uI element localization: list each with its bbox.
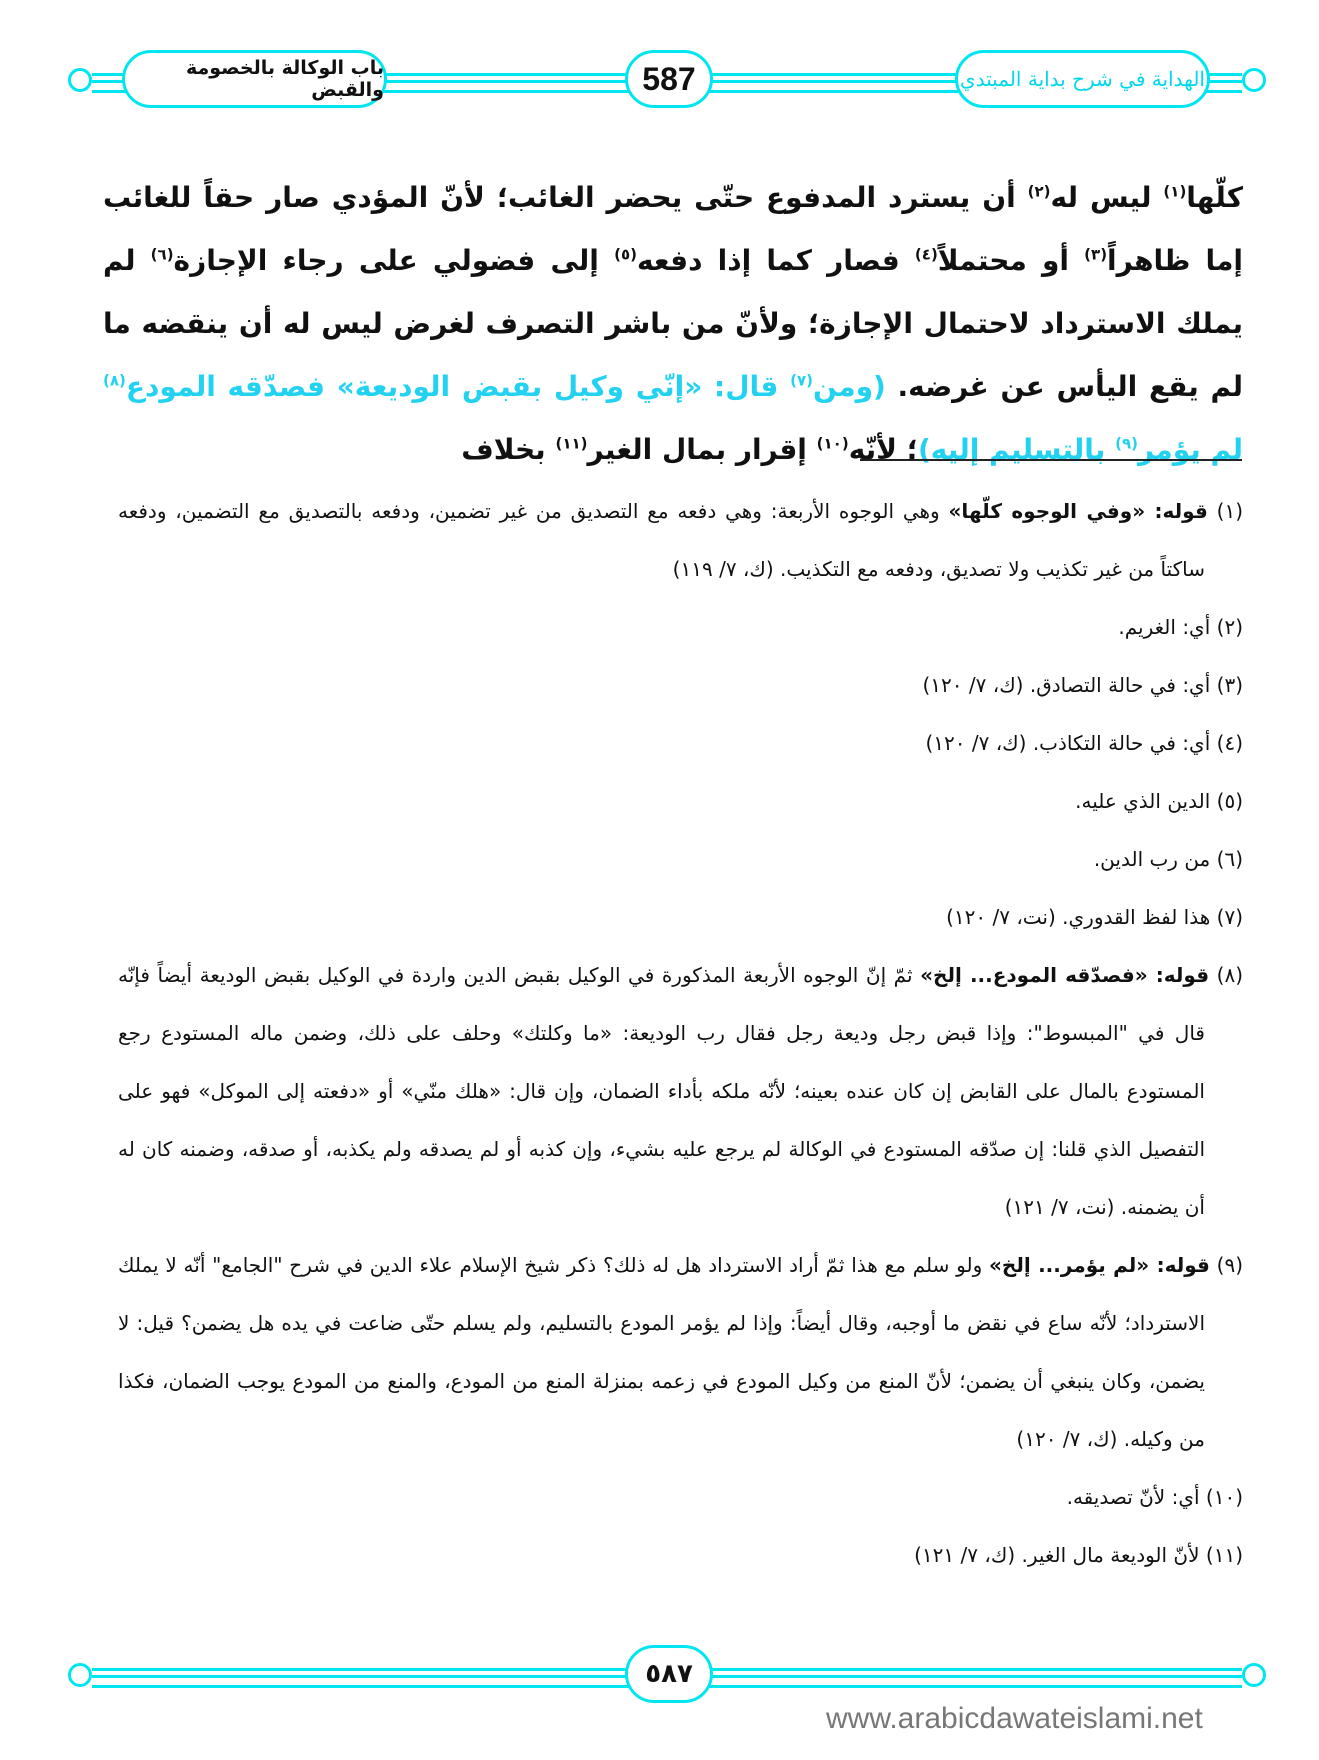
footnote-ref[interactable]: (١٠)	[816, 434, 849, 453]
main-text	[103, 166, 1243, 481]
footnote-text: أي: في حالة التكاذب. (ك، ٧/ ١٢٠)	[925, 731, 1211, 755]
footnote-number: (٧)	[1216, 905, 1243, 929]
book-title: الهداية في شرح بداية المبتدي	[955, 50, 1210, 108]
text-segment: أن يسترد المدفوع حتّى يحضر الغائب؛ لأنّ المؤدي صار حقاً للغائب إما ظاهراً	[103, 181, 1244, 277]
text-segment: كلّها	[1186, 181, 1244, 214]
page-footer	[62, 1645, 1272, 1705]
ornament-endcap-icon	[68, 68, 92, 92]
footnote-number: (٥)	[1216, 789, 1243, 813]
footnote-ref[interactable]: (٩)	[1115, 434, 1138, 453]
footnote	[118, 656, 1243, 714]
footnotes	[118, 482, 1243, 1584]
footnote-text: ولو سلم مع هذا ثمّ أراد الاسترداد هل له ذلك؟ ذكر شيخ الإسلام علاء الدين في شرح "الجامع" أنّه لا يملك الاسترداد؛ لأنّه ساع في نقض ما أوجبه، وقال أيضاً: وإذا لم يؤمر المودع بالتسليم، ولم يسلم حتّى ضاعت في يده هل يضمن؟ قيل: لا يضمن، وكان ينبغي أن يضمن؛ لأنّ المنع من وكيل المودع في زعمه بمنزلة المنع من المودع، والمنع من المودع يوجب الضمان، فكذا من وكيله. (ك، ٧/ ١٢٠)	[118, 1253, 1205, 1451]
text-segment: لم يملك الاسترداد لاحتمال الإجازة؛ ولأنّ من باشر التصرف لغرض ليس له أن ينقضه ما لم يقع اليأس عن غرضه.	[103, 244, 1243, 403]
text-segment: (ومن	[813, 370, 886, 403]
footnote-text: أي: الغريم.	[1118, 615, 1211, 639]
footnote-ref[interactable]: (٣)	[1084, 245, 1108, 264]
text-segment: ؛ لأنّه	[848, 433, 918, 466]
text-segment: إلى فضولي على رجاء الإجازة	[173, 244, 615, 277]
footnote	[118, 946, 1243, 1236]
footnote-ref[interactable]: (٦)	[150, 245, 174, 264]
footnote-quote: قوله: «لم يؤمر... إلخ»	[989, 1253, 1210, 1277]
footnote-ref[interactable]: (٢)	[1027, 182, 1051, 201]
footnote	[118, 1526, 1243, 1584]
footnote	[118, 1468, 1243, 1526]
text-segment: أو محتملاً	[937, 244, 1085, 277]
page-header	[62, 50, 1272, 110]
footnote-number: (١١)	[1205, 1543, 1243, 1567]
footnote-separator	[860, 459, 1242, 461]
text-segment: لم يؤمر	[1137, 433, 1243, 466]
footnote-number: (١٠)	[1205, 1485, 1243, 1509]
footnote-ref[interactable]: (١)	[1163, 182, 1187, 201]
text-segment: ليس له	[1050, 181, 1164, 214]
footnote	[118, 482, 1243, 598]
ornament-endcap-icon	[68, 1663, 92, 1687]
footnote-text: الدين الذي عليه.	[1075, 789, 1211, 813]
footnote	[118, 772, 1243, 830]
footnote-ref[interactable]: (٥)	[614, 245, 637, 264]
chapter-title: باب الوكالة بالخصومة والقبض	[122, 50, 387, 108]
footnote-ref[interactable]: (٤)	[914, 245, 938, 264]
footnote	[118, 830, 1243, 888]
footnote-number: (١)	[1216, 499, 1243, 523]
footnote-text: من رب الدين.	[1093, 847, 1211, 871]
footnote-number: (٦)	[1216, 847, 1243, 871]
page-number: 587	[625, 50, 713, 108]
ornament-endcap-icon	[1242, 1663, 1266, 1687]
footnote-number: (٤)	[1216, 731, 1243, 755]
text-segment: إقرار بمال الغير	[587, 433, 817, 466]
footnote-ref[interactable]: (٨)	[103, 371, 126, 390]
footnote-ref[interactable]: (٧)	[790, 371, 814, 390]
footnote	[118, 714, 1243, 772]
footnote-text: ثمّ إنّ الوجوه الأربعة المذكورة في الوكيل بقبض الدين واردة في الوكيل بقبض الوديعة أيضاً فإنّه قال في "المبسوط": وإذا قبض رجل وديعة رجل فقال رب الوديعة: «ما وكلتك» وحلف على ذلك، وضمن ماله المستودع رجع المستودع بالمال على القابض إن كان عنده بعينه؛ لأنّه ملكه بأداء الضمان، وإن قال: «هلك منّي» أو «دفعته إلى الموكل» فهو على التفصيل الذي قلنا: إن صدّقه المستودع في الوكالة لم يرجع عليه بشيء، وإن كذبه أو لم يصدقه ولم يكذبه، أو صدقه، وضمنه كان له أن يضمنه. (نت، ٧/ ١٢١)	[118, 963, 1205, 1219]
footnote-number: (٨)	[1216, 963, 1244, 987]
footnote-text: أي: في حالة التصادق. (ك، ٧/ ١٢٠)	[922, 673, 1211, 697]
footnote-text: لأنّ الوديعة مال الغير. (ك، ٧/ ١٢١)	[914, 1543, 1200, 1567]
text-segment: قال: «إنّي وكيل بقبض الوديعة» فصدّقه المودع	[125, 370, 791, 403]
footnote-number: (٣)	[1216, 673, 1243, 697]
footer-page-number: ٥٨٧	[625, 1645, 713, 1703]
footnote-text: هذا لفظ القدوري. (نت، ٧/ ١٢٠)	[946, 905, 1211, 929]
footnote-number: (٢)	[1216, 615, 1243, 639]
footnote-quote: قوله: «فصدّقه المودع... إلخ»	[920, 963, 1210, 987]
footnote-text: أي: لأنّ تصديقه.	[1066, 1485, 1200, 1509]
footnote	[118, 888, 1243, 946]
ornament-endcap-icon	[1242, 68, 1266, 92]
footnote-text: وهي الوجوه الأربعة: وهي دفعه مع التصديق من غير تضمين، ودفعه بالتصديق مع التضمين، ودفعه ساكتاً من غير تكذيب ولا تصديق، ودفعه مع التكذيب. (ك، ٧/ ١١٩)	[118, 499, 1205, 581]
footnote-ref[interactable]: (١١)	[555, 434, 588, 453]
text-segment: بخلاف	[461, 433, 556, 466]
footnote	[118, 1236, 1243, 1468]
footnote-number: (٩)	[1216, 1253, 1244, 1277]
website-url: www.arabicdawateislami.net	[826, 1702, 1203, 1735]
footnote-quote: قوله: «وفي الوجوه كلّها»	[948, 499, 1208, 523]
text-segment: فصار كما إذا دفعه	[636, 244, 915, 277]
text-segment: بالتسليم إليه)	[917, 433, 1116, 466]
footnote	[118, 598, 1243, 656]
